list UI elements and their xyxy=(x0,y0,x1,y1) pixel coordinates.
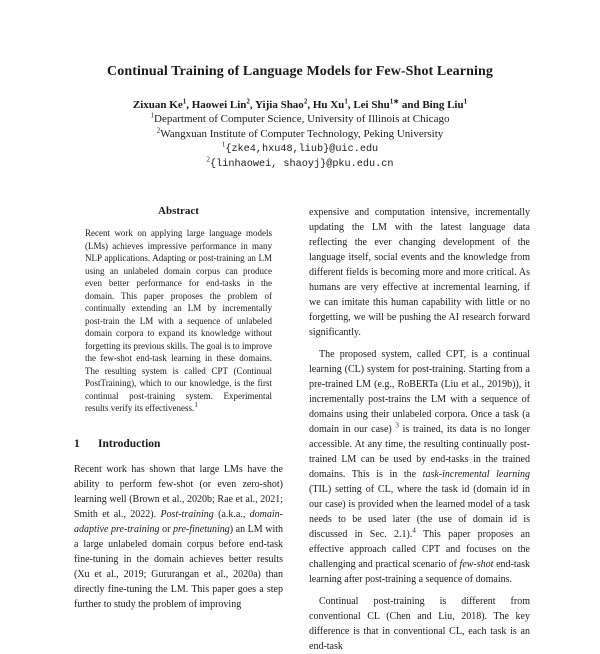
paper-title: Continual Training of Language Models for Few-Shot Learning xyxy=(107,64,493,79)
emphasis: task-incremental learning xyxy=(422,469,530,480)
abstract-body xyxy=(85,227,272,415)
affiliation-mark: 1 xyxy=(150,111,155,120)
paragraph: Continual post-training is different from conventional CL (Chen and Liu, 2018). The key difference is that in conventional CL, each task is an end-task xyxy=(309,596,530,652)
text-run: Recent work has shown that large LMs have the ability to perform few-shot (or even zero-shot) learning well (Brown et al., 2020b; Rae et al., 2021; Smith et al., 2022). xyxy=(74,464,283,520)
affiliation-line xyxy=(0,113,600,125)
footnote-mark: 1 xyxy=(194,401,198,409)
text-run: (TIL) setting of CL, where the task id (domain id in our case) is provided when the learned model of a task needs to be used later (the use of domain id is discussed in Sec. 2.1). xyxy=(309,484,530,540)
emphasis: few-shot xyxy=(459,559,494,570)
author-separator: , xyxy=(347,99,351,111)
author-affiliation-mark: 1∗ xyxy=(389,97,400,106)
text-run: or xyxy=(159,524,173,535)
author-affiliation-mark: 1 xyxy=(463,97,468,106)
author-conjunction: and xyxy=(401,99,420,111)
author-affiliation-mark: 1 xyxy=(182,97,187,106)
text-run: This paper proposes an effective approach called CPT and focuses on the challenging and practical scenario of xyxy=(309,529,530,570)
left-column-body xyxy=(74,462,283,612)
author-name: Lei Shu xyxy=(353,99,390,111)
paragraph xyxy=(309,347,530,587)
author-affiliation-mark: 1 xyxy=(344,97,348,106)
emphasis: Post-training xyxy=(160,509,214,520)
author-name: Zixuan Ke xyxy=(132,99,183,111)
emphasis: domain-adaptive pre-training xyxy=(74,509,283,535)
author-name: Hu Xu xyxy=(312,99,345,111)
email-line xyxy=(0,157,600,170)
affiliation-text: Wangxuan Institute of Computer Technology, Peking University xyxy=(160,128,444,140)
text-run: The proposed system, called CPT, is a continual learning (CL) system for post-training. Starting from a pre-trained LM (e.g., RoBERTa (Liu et al., 2019b)), it incrementally post-trains the LM with a sequence of domains using their unlabeled corpora. Once a task (a domain in our case) xyxy=(309,349,530,435)
emphasis: pre-finetuning xyxy=(172,524,230,535)
email-text: {linhaowei, shaoyj}@pku.edu.cn xyxy=(210,159,394,170)
affiliation-mark: 2 xyxy=(156,126,161,135)
section-number: 1 xyxy=(74,438,80,450)
author-separator: , xyxy=(186,99,189,111)
email-text: {zke4,hxu48,liub}@uic.edu xyxy=(225,144,379,155)
affiliation-line xyxy=(0,128,600,140)
abstract-text: Recent work on applying large language models (LMs) achieves impressive performance in many NLP applications. Adapting or post-training an LM using an unlabeled domain corpus can produce even better performance for end-tasks in the domain. This paper proposes the problem of continually extending an LM by incrementally post-train the LM with a sequence of unlabeled domain corpora to expand its knowledge without forgetting its previous skills. The goal is to improve the few-shot end-task learning in these domains. The resulting system is called CPT (Continual PostTraining), which to our knowledge, is the first continual post-training system. Experimental results verify its effectiveness. xyxy=(85,228,272,413)
email-mark: 1 xyxy=(221,140,226,149)
text-run: is trained, its data is no longer accessible. At any time, the resulting continually post-trained LM can be used by end-tasks in the trained domains. This is in the xyxy=(309,424,530,480)
footnote-mark: 3 xyxy=(395,421,399,430)
author-list xyxy=(0,99,600,111)
text-run: ) an LM with a large unlabeled domain corpus before end-task fine-tuning in the domain achieves better results (Xu et al., 2019; Gururangan et al., 2020a) than directly fine-tuning the LM. This paper goes a step further to study the problem of improving xyxy=(74,524,284,610)
section-title: Introduction xyxy=(98,438,161,450)
right-column-body xyxy=(309,205,530,654)
paragraph xyxy=(74,462,283,612)
email-line xyxy=(0,142,600,155)
affiliation-text: Department of Computer Science, University of Illinois at Chicago xyxy=(154,113,450,125)
text-run: end-task learning after post-training a sequence of domains. xyxy=(309,559,530,585)
author-name: Haowei Lin xyxy=(191,99,247,111)
text-run: (a.k.a., xyxy=(213,509,250,520)
footnote-mark: 4 xyxy=(412,526,416,535)
author-affiliation-mark: 2 xyxy=(303,97,308,106)
abstract-heading: Abstract xyxy=(158,205,199,217)
author-separator: , xyxy=(307,99,311,111)
email-mark: 2 xyxy=(206,155,211,164)
section-heading xyxy=(74,438,160,450)
author-affiliation-mark: 2 xyxy=(246,97,250,106)
author-name: Bing Liu xyxy=(422,99,464,111)
paragraph: expensive and computation intensive, incrementally updating the LM with the latest language data reflecting the ever changing development of the language itself, social events and the knowledge from different fields is becoming more and more critical. As humans are very effective at incremental learning, if we can imitate this human capability with little or no forgetting, we will be pushing the AI research forward significantly. xyxy=(309,207,530,338)
author-name: Yijia Shao xyxy=(255,99,304,111)
author-separator: , xyxy=(249,99,253,111)
